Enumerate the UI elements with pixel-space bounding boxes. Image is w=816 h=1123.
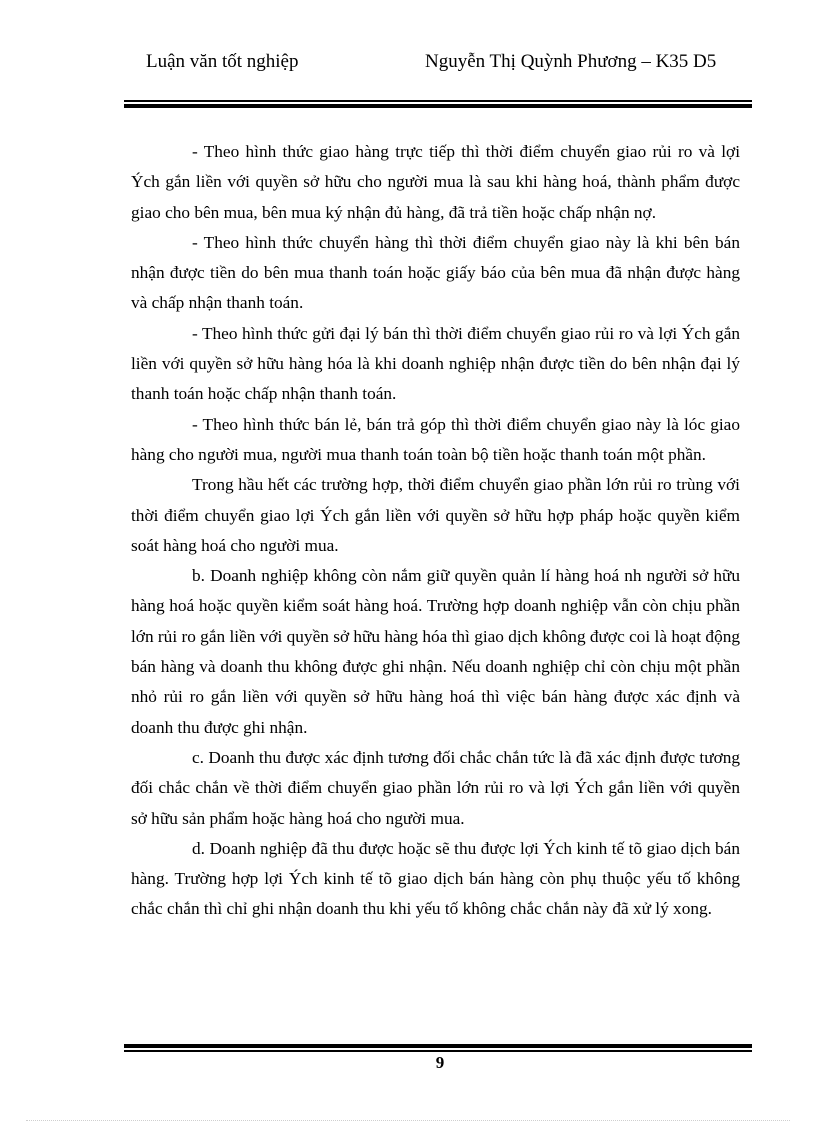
paragraph-risk-transfer: Trong hầu hết các trường hợp, thời điểm chuyển giao phần lớn rủi ro trùng với thời điểm chuyển giao lợi Ých gắn liền với quyền sở hữu hợp pháp hoặc quyền kiểm soát hàng hoá cho người mua. — [131, 475, 740, 555]
paragraph-condition-c: c. Doanh thu được xác định tương đối chắc chắn tức là đã xác định được tương đối chắc chắn về thời điểm chuyển giao phần lớn rủi ro và lợi Ých gắn liền với quyền sở hữu sản phẩm hoặc hàng hoá cho người mua. — [131, 747, 740, 828]
header-title: Luận văn tốt nghiệp — [146, 51, 299, 72]
paragraph-agency-sale: - Theo hình thức gửi đại lý bán thì thời điểm chuyển giao rủi ro và lợi Ých gắn liền với quyền sở hữu hàng hóa là khi doanh nghiệp nhận được tiền do bên nhận đại lý thanh toán hoặc chấp nhận thanh toán. — [131, 323, 740, 404]
header-author: Nguyễn Thị Quỳnh Phương – K35 D5 — [425, 51, 717, 72]
paragraph-retail-installment: - Theo hình thức bán lẻ, bán trả góp thì thời điểm chuyển giao này là lóc giao hàng cho người mua, người mua thanh toán toàn bộ tiền hoặc thanh toán một phần. — [131, 414, 740, 464]
paragraph-condition-b: b. Doanh nghiệp không còn nắm giữ quyền quản lí hàng hoá nh người sở hữu hàng hoá hoặc quyền kiểm soát hàng hoá. Trường hợp doanh nghiệp vẫn còn chịu phần lớn rủi ro gắn liền với quyền sở hữu hàng hóa thì giao dịch không được coi là hoạt động bán hàng và doanh thu không được ghi nhận. Nếu doanh nghiệp chỉ còn chịu một phần nhỏ rủi ro gắn liền với quyền sở hữu hàng hoá thì việc bán hàng được xác định và doanh thu được ghi nhận. — [131, 566, 740, 737]
header-rule-thick — [124, 104, 752, 108]
paragraph-condition-d: d. Doanh nghiệp đã thu được hoặc sẽ thu được lợi Ých kinh tế tõ giao dịch bán hàng. Trường hợp lợi Ých kinh tế tõ giao dịch bán hàng còn phụ thuộc yếu tố không chắc chắn thì chỉ ghi nhận doanh thu khi yếu tố không chắc chắn này đã xử lý xong. — [131, 838, 740, 919]
footer-rule-thin — [124, 1050, 752, 1052]
paragraph-direct-delivery: - Theo hình thức giao hàng trực tiếp thì thời điểm chuyển giao rủi ro và lợi Ých gắn liền với quyền sở hữu cho người mua là sau khi hàng hoá, thành phẩm được giao cho bên mua, bên mua ký nhận đủ hàng, đã trả tiền hoặc chấp nhận nợ. — [131, 142, 740, 222]
footer-rule-thick — [124, 1044, 752, 1048]
page-number: 9 — [435, 1053, 445, 1072]
paragraph-shipping: - Theo hình thức chuyển hàng thì thời điểm chuyển giao này là khi bên bán nhận được tiền do bên mua thanh toán hoặc giấy báo của bên mua đã nhận được hàng và chấp nhận thanh toán. — [131, 232, 740, 313]
page-bottom-divider — [26, 1120, 790, 1121]
header-rule-thin — [124, 100, 752, 102]
document-body — [131, 137, 740, 925]
